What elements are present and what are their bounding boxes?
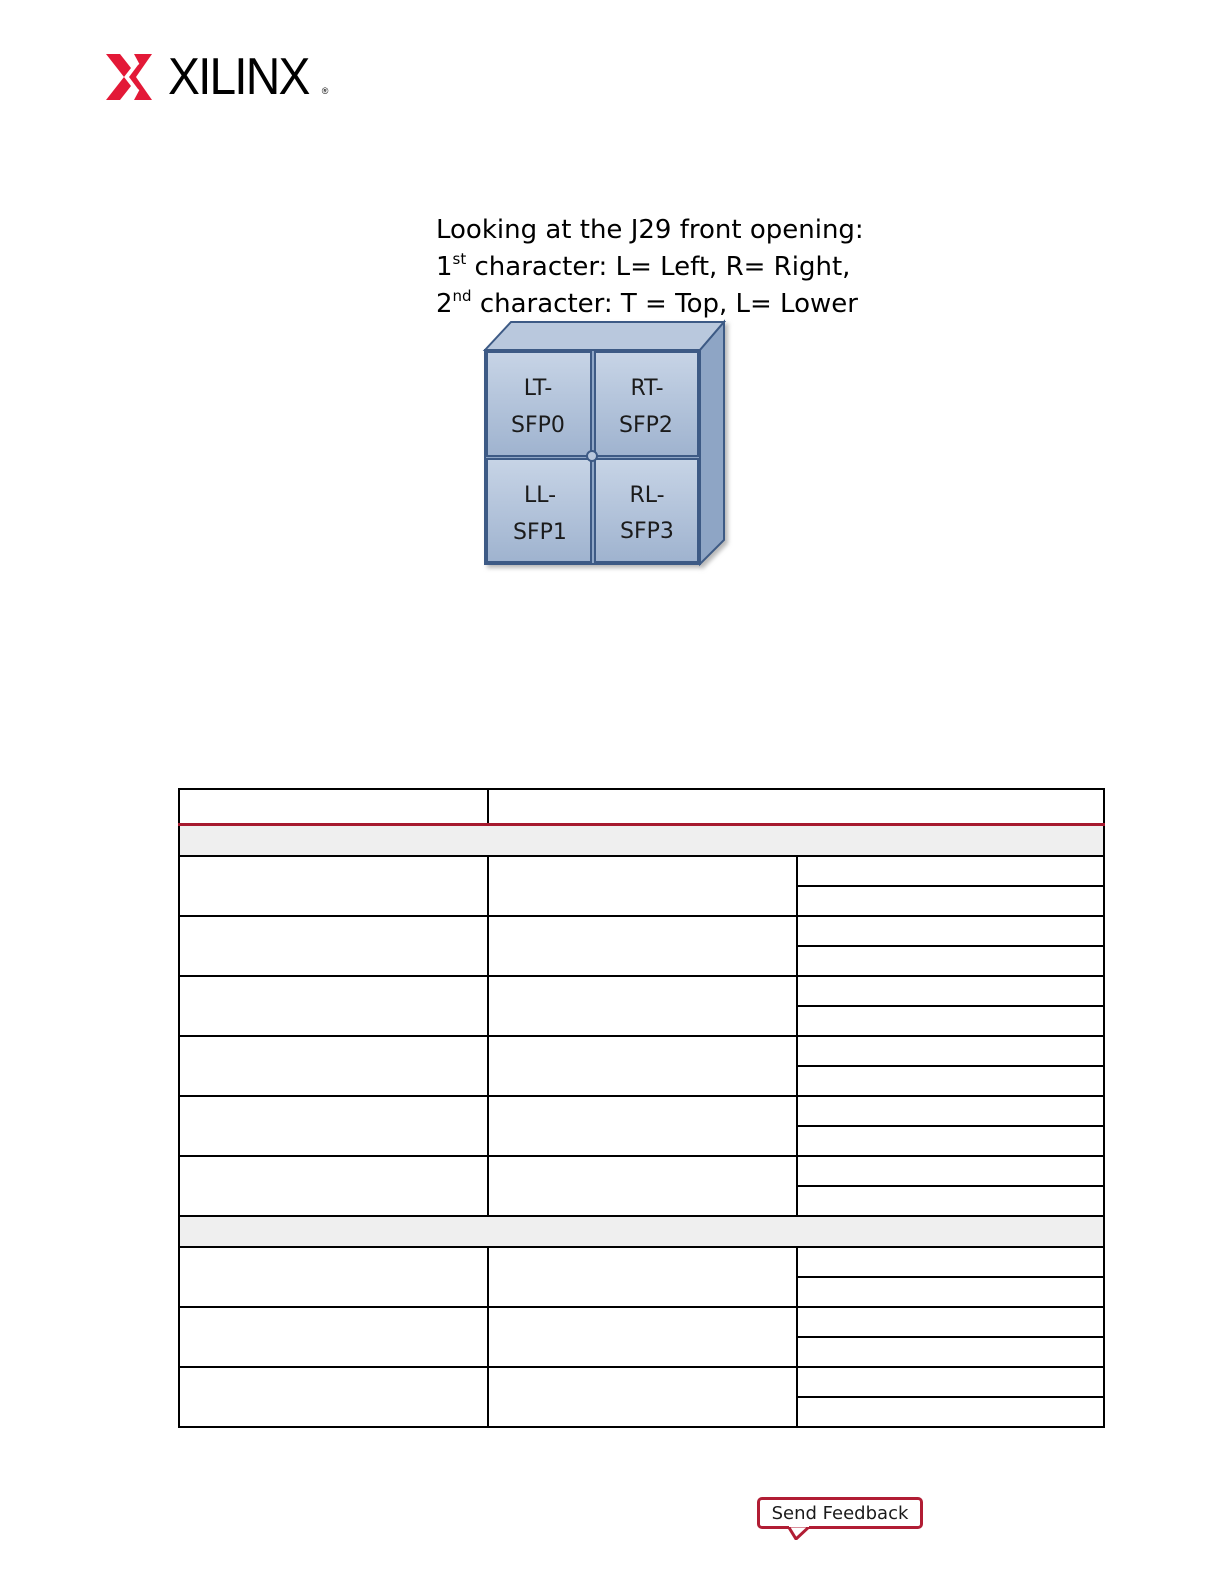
cell-rl-line2: SFP3: [620, 519, 674, 544]
cell-lt-line2: SFP0: [511, 413, 565, 438]
table-row: [178, 1037, 1105, 1097]
figure-caption: [436, 212, 864, 323]
table-row: [178, 1308, 1105, 1368]
cell-ll-line1: LL-: [523, 483, 557, 508]
cell-lt-line1: LT-: [523, 376, 553, 401]
table-header-cell: [180, 790, 489, 823]
caption-line-2: 1st character: L= Left, R= Right,: [436, 250, 851, 282]
table-header-row: [178, 788, 1105, 823]
caption-line-1: Looking at the J29 front opening:: [436, 215, 864, 245]
cell-rt-line1: RT-: [630, 376, 664, 401]
table-row: [178, 917, 1105, 977]
table-row: [178, 1097, 1105, 1157]
xilinx-x-logo-icon: [106, 54, 152, 100]
table-section-row: [178, 1217, 1105, 1248]
speech-tail-icon: [788, 1526, 810, 1540]
cell-ll-line2: SFP1: [513, 520, 567, 545]
table-row: [178, 857, 1105, 917]
registered-mark: ®: [321, 86, 329, 96]
logo-wordmark: XILINX: [168, 48, 309, 106]
caption-line-3: 2nd character: T = Top, L= Lower: [436, 287, 858, 319]
sfp-cage-diagram: [478, 318, 738, 578]
send-feedback-button[interactable]: Send Feedback: [757, 1497, 923, 1529]
data-table: [178, 788, 1105, 1428]
table-section-row: [178, 826, 1105, 857]
table-row: [178, 1248, 1105, 1308]
xilinx-logo: [106, 48, 329, 106]
cell-rl-line1: RL-: [629, 483, 665, 508]
cell-rt-line2: SFP2: [619, 413, 673, 438]
table-row: [178, 1368, 1105, 1428]
table-row: [178, 1157, 1105, 1217]
table-row: [178, 977, 1105, 1037]
